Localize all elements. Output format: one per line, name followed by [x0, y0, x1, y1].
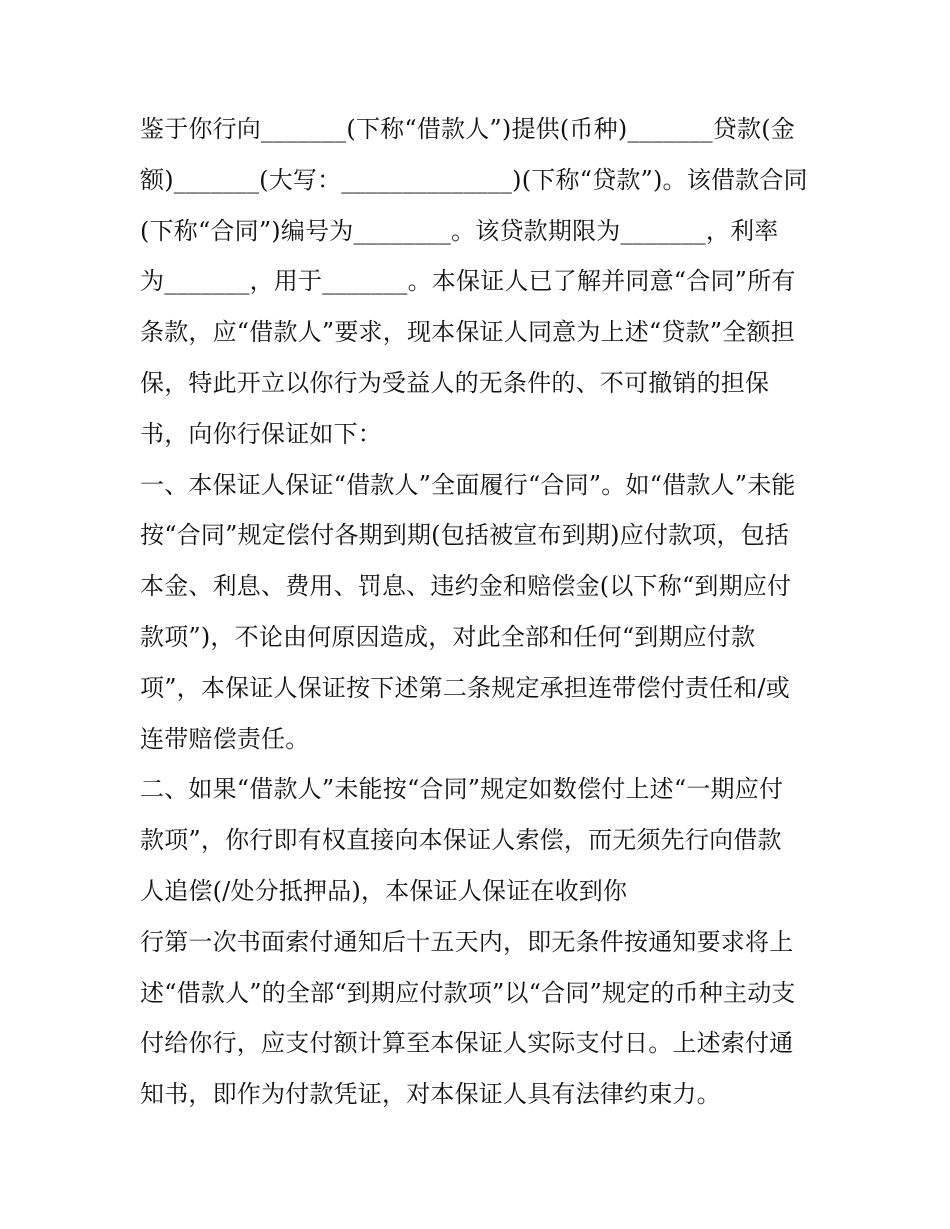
- text-line: 知书，即作为付款凭证，对本保证人具有法律约束力。: [140, 1080, 721, 1109]
- text-line: 行第一次书面索付通知后十五天内，即无条件按通知要求将上: [140, 927, 794, 956]
- text-line: 额)_______(大写：______________)(下称“贷款”)。该借款合同: [140, 165, 808, 194]
- guarantee-body-text: [140, 104, 830, 1120]
- text-line: 本金、利息、费用、罚息、违约金和赔偿金(以下称“到期应付: [140, 572, 792, 601]
- text-line: 付给你行，应支付额计算至本保证人实际支付日。上述索付通: [140, 1029, 794, 1058]
- text-line: 书，向你行保证如下：: [140, 419, 382, 448]
- text-line: 连带赔偿责任。: [140, 724, 310, 753]
- text-line: 条款，应“借款人”要求，现本保证人同意为上述“贷款”全额担: [140, 318, 795, 347]
- text-line: 保，特此开立以你行为受益人的无条件的、不可撤销的担保: [140, 368, 770, 397]
- text-line: (下称“合同”)编号为________。该贷款期限为_______，利率: [140, 216, 779, 245]
- text-line: 鉴于你行向_______(下称“借款人”)提供(币种)_______贷款(金: [140, 115, 795, 143]
- text-line: 款项”，你行即有权直接向本保证人索偿，而无须先行向借款: [140, 826, 782, 855]
- clause-two-line: 二、如果“借款人”未能按“合同”规定如数偿付上述“一期应付: [140, 775, 784, 804]
- text-line: 为_______，用于_______。本保证人已了解并同意“合同”所有: [140, 267, 796, 296]
- text-line: 款项”)，不论由何原因造成，对此全部和任何“到期应付款: [140, 622, 756, 651]
- text-line: 项”，本保证人保证按下述第二条规定承担连带偿付责任和/或: [140, 673, 790, 702]
- text-line: 述“借款人”的全部“到期应付款项”以“合同”规定的币种主动支: [140, 978, 796, 1007]
- text-line: 按“合同”规定偿付各期到期(包括被宣布到期)应付款项，包括: [140, 521, 790, 550]
- text-line: 人追偿(/处分抵押品)，本保证人保证在收到你: [140, 876, 628, 905]
- clause-one-line: 一、本保证人保证“借款人”全面履行“合同”。如“借款人”未能: [140, 470, 796, 499]
